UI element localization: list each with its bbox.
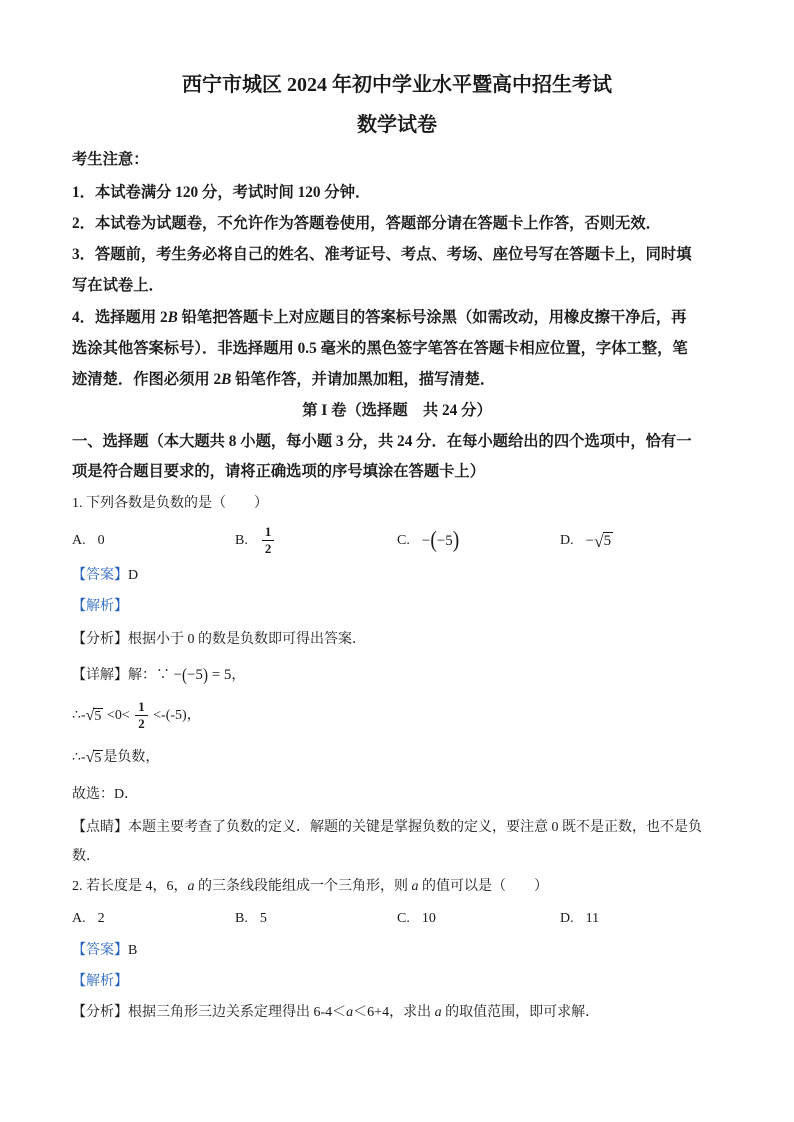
text-segment: ＜6+4，求出 xyxy=(353,1005,435,1020)
answer-value: B xyxy=(128,943,138,958)
answer-value: D xyxy=(128,568,139,583)
option-label: B. xyxy=(235,533,248,548)
fraction-denominator: 2 xyxy=(138,717,145,731)
option-value: 5 xyxy=(259,911,267,926)
notice-item-4-line-3 xyxy=(72,370,495,390)
section-instructions-line-2: 项是符合题目要求的，请将正确选项的序号填涂在答题卡上） xyxy=(72,463,486,480)
option-a xyxy=(72,903,105,935)
question-1-stem: 1. 下列各数是负数的是（ ） xyxy=(72,496,268,511)
option-b xyxy=(235,525,276,557)
option-c xyxy=(397,903,436,935)
option-value: 0 xyxy=(97,533,105,548)
question-2-stem xyxy=(72,877,548,897)
open-paren: ( xyxy=(430,528,437,554)
square-root xyxy=(594,532,613,550)
notice-item-3-line-2: 写在试卷上． xyxy=(72,277,164,294)
square-root xyxy=(86,708,104,725)
inner-value: −5 xyxy=(436,532,453,549)
text-segment: 2. 若长度是 4，6， xyxy=(72,879,188,894)
variable-a: a xyxy=(411,879,419,894)
variable-a: a xyxy=(346,1005,354,1020)
text-segment: 的值可以是（ ） xyxy=(418,879,548,894)
fraction-denominator: 2 xyxy=(264,542,272,556)
punctuation: ， xyxy=(231,668,246,683)
option-value: 2 xyxy=(97,911,105,926)
option-value: 11 xyxy=(585,911,600,926)
option-label: A. xyxy=(72,911,86,926)
option-label: D. xyxy=(560,533,574,548)
variable-a: a xyxy=(187,879,195,894)
pencil-grade: B xyxy=(221,371,232,388)
notice-item-3-line-1: 3．答题前，考生务必将自己的姓名、准考证号、考点、考场、座位号写在答题卡上，同时填 xyxy=(72,246,692,263)
notice-item-1: 1．本试卷满分 120 分，考试时间 120 分钟． xyxy=(72,184,371,201)
step-lead: ∴- xyxy=(72,750,86,765)
minus-sign: − xyxy=(421,532,431,549)
option-a xyxy=(72,525,105,557)
answer-tag: 【答案】 xyxy=(72,943,128,958)
equation-result: = 5 xyxy=(207,667,232,683)
option-c xyxy=(397,525,459,557)
radicand: 5 xyxy=(94,750,102,766)
radical-sign: √ xyxy=(85,749,95,767)
variable-a: a xyxy=(434,1005,442,1020)
close-paren: ) xyxy=(202,666,208,686)
question-1-analysis-tag: 【解析】 xyxy=(72,599,128,614)
text-segment: 铅笔把答题卡上对应题目的答案标号涂黑（如需改动，用橡皮擦干净后，再 xyxy=(177,309,687,326)
option-label: B. xyxy=(235,911,248,926)
notice-item-4-line-2: 选涂其他答案标号）．非选择题用 0.5 毫米的黑色签字笔答在答题卡相应位置，字体工整，笔 xyxy=(72,340,688,357)
text-segment: 迹清楚．作图必须用 2 xyxy=(72,371,222,388)
inner-value: −5 xyxy=(186,667,203,683)
question-2-analysis-tag: 【解析】 xyxy=(72,974,128,989)
square-root xyxy=(86,750,104,767)
radical-sign: √ xyxy=(85,707,95,725)
xiangjie-lead: 解：∵ xyxy=(128,668,174,683)
exam-title: 西宁市城区 2024 年初中学业水平暨高中招生考试 xyxy=(182,74,612,96)
fraction-numerator: 1 xyxy=(262,526,274,541)
dianjing-tag: 【点睛】 xyxy=(72,820,128,835)
question-1-choice: 故选：D． xyxy=(72,787,139,802)
option-label: A. xyxy=(72,533,86,548)
question-2-fenxi xyxy=(72,1003,599,1023)
xiangjie-tag: 【详解】 xyxy=(72,668,128,683)
option-label: C. xyxy=(397,533,410,548)
close-paren: ) xyxy=(452,528,460,554)
question-1-xiangjie xyxy=(72,664,245,687)
text-segment: 铅笔作答，并请加黑加粗，描写清楚． xyxy=(231,371,496,388)
part-title: 第 I 卷（选择题 共 24 分） xyxy=(302,402,492,419)
option-d xyxy=(560,903,599,935)
option-d xyxy=(560,525,613,557)
notice-heading: 考生注意： xyxy=(72,151,149,168)
minus-sign: − xyxy=(173,667,182,683)
fraction-numerator: 1 xyxy=(135,701,147,716)
option-label: C. xyxy=(397,911,410,926)
radicand: 5 xyxy=(94,708,102,724)
step-lead: ∴- xyxy=(72,708,86,723)
notice-item-4-line-1 xyxy=(72,308,686,328)
exam-subtitle: 数学试卷 xyxy=(357,114,437,136)
minus-sign: − xyxy=(585,532,595,549)
text-segment: 的三条线段能组成一个三角形，则 xyxy=(194,879,412,894)
dianjing-text: 本题主要考查了负数的定义．解题的关键是掌握负数的定义，要注意 0 既不是正数，也不是负 xyxy=(128,820,702,835)
question-1-answer xyxy=(72,566,138,586)
text-segment: 的取值范围，即可求解． xyxy=(441,1005,600,1020)
option-value: 10 xyxy=(421,911,436,926)
option-b xyxy=(235,903,267,935)
question-1-dianjing xyxy=(72,818,702,838)
radical-sign: √ xyxy=(594,531,604,551)
fenxi-tag: 【分析】 xyxy=(72,632,128,647)
fraction xyxy=(262,526,274,556)
fenxi-tag: 【分析】 xyxy=(72,1005,128,1020)
notice-item-2: 2．本试卷为试题卷，不允许作为答题卷使用，答题部分请在答题卡上作答，否则无效． xyxy=(72,215,661,232)
section-instructions-line-1: 一、选择题（本大题共 8 小题，每小题 3 分，共 24 分．在每小题给出的四个选项中，恰有一 xyxy=(72,433,692,450)
text-segment: 4．选择题用 2 xyxy=(72,309,168,326)
fraction xyxy=(135,701,147,731)
question-1-fenxi xyxy=(72,630,366,650)
question-1-options xyxy=(72,525,722,557)
option-label: D. xyxy=(560,911,574,926)
question-2-answer xyxy=(72,941,137,961)
step-inequality: <0< xyxy=(103,708,134,723)
question-2-options xyxy=(72,903,722,935)
answer-tag: 【答案】 xyxy=(72,568,128,583)
open-paren: ( xyxy=(181,666,187,686)
question-1-dianjing-continued: 数． xyxy=(72,849,100,864)
question-1-step-2 xyxy=(72,746,159,770)
step-tail: <-(-5)， xyxy=(149,708,201,723)
question-1-step-1 xyxy=(72,699,201,733)
text-segment: 根据三角形三边关系定理得出 6-4＜ xyxy=(128,1005,347,1020)
pencil-grade: B xyxy=(167,309,178,326)
step-tail: 是负数， xyxy=(103,750,160,765)
fenxi-text: 根据小于 0 的数是负数即可得出答案． xyxy=(128,632,366,647)
radicand: 5 xyxy=(603,533,612,550)
